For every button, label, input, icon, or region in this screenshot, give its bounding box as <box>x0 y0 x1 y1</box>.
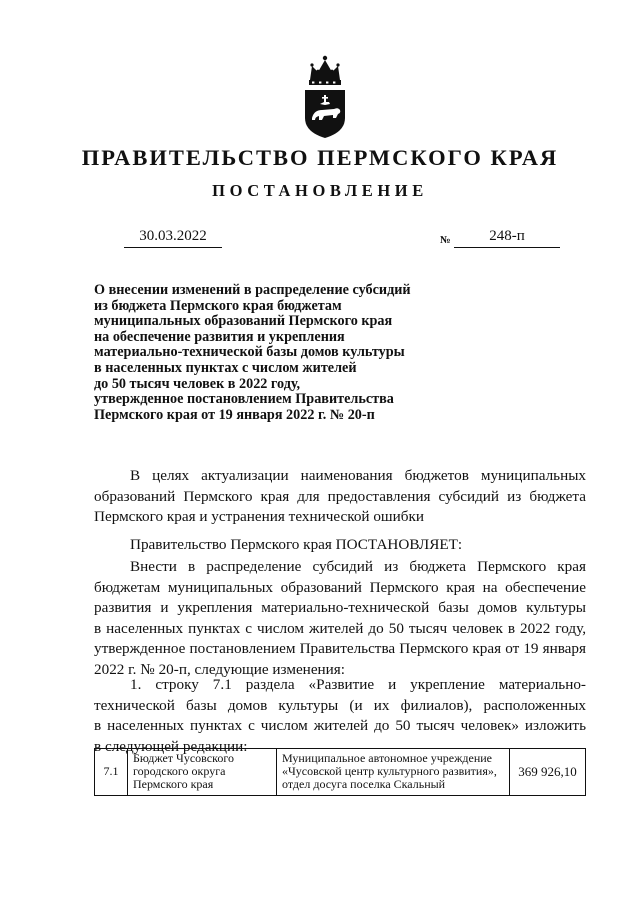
heading-line: Пермского края от 19 января 2022 г. № 20-п <box>94 406 375 423</box>
paragraph-resolves <box>94 535 586 556</box>
text-line: технической базы домов культуры (и их филиалов), расположенных <box>94 696 586 714</box>
text-line: бюджетам муниципальных образований Пермского края на обеспечение <box>94 578 586 596</box>
organization-cell: Муниципальное автономное учреждение «Чусовской центр культурного развития», отдел досуга поселка Скальный <box>277 749 510 796</box>
heading-line: на обеспечение развития и укрепления <box>94 328 345 345</box>
text-line: 2022 г. № 20-п, следующие изменения: <box>94 660 346 678</box>
heading-line: утвержденное постановлением Правительства <box>94 391 394 408</box>
heading-line: до 50 тысяч человек в 2022 году, <box>94 375 301 392</box>
heading-line: материально-технической базы домов культуры <box>94 344 405 361</box>
heading-line: муниципальных образований Пермского края <box>94 313 393 330</box>
document-date: 30.03.2022 <box>124 228 222 248</box>
paragraph-item-1 <box>94 675 586 757</box>
amount-cell: 369 926,10 <box>510 749 586 796</box>
government-title: ПРАВИТЕЛЬСТВО ПЕРМСКОГО КРАЯ <box>81 145 559 170</box>
text-line: в населенных пунктах с числом жителей до 50 тысяч человек» изложить <box>94 717 586 735</box>
heading-line: в населенных пунктах с числом жителей <box>94 359 357 376</box>
paragraph-purpose <box>94 466 586 528</box>
text-line: в населенных пунктах с числом жителей до 50 тысяч человек в 2022 году, <box>94 619 586 637</box>
number-sign: № <box>440 235 451 246</box>
text-line: Внести в распределение субсидий из бюджета Пермского края <box>130 558 586 575</box>
document-heading <box>94 283 474 423</box>
text-line: Правительство Пермского края ПОСТАНОВЛЯЕТ: <box>130 536 463 553</box>
text-line: в следующей редакции: <box>94 737 248 755</box>
text-line: В целях актуализации наименования бюджетов муниципальных <box>130 467 586 484</box>
text-line: утвержденное постановлением Правительства Пермского края от 19 января <box>94 640 586 658</box>
distribution-table <box>94 748 586 796</box>
heading-line: О внесении изменений в распределение субсидий <box>94 282 411 298</box>
text-line: образований Пермского края для предоставления субсидий из бюджета <box>94 487 586 505</box>
text-line: развития и укрепления материально-технической базы домов культуры <box>94 599 586 617</box>
text-line: Пермского края и устранения технической ошибки <box>94 508 424 526</box>
row-number-cell: 7.1 <box>95 749 128 796</box>
table-row <box>95 749 586 796</box>
coat-of-arms-icon <box>300 52 350 142</box>
heading-line: из бюджета Пермского края бюджетам <box>94 297 342 314</box>
document-number: 248-п <box>454 228 560 248</box>
text-line: 1. строку 7.1 раздела «Развитие и укрепление материально- <box>130 676 586 693</box>
budget-cell: Бюджет Чусовского городского округа Пермского края <box>128 749 277 796</box>
paragraph-changes <box>94 557 586 681</box>
document-type: ПОСТАНОВЛЕНИЕ <box>212 181 428 200</box>
